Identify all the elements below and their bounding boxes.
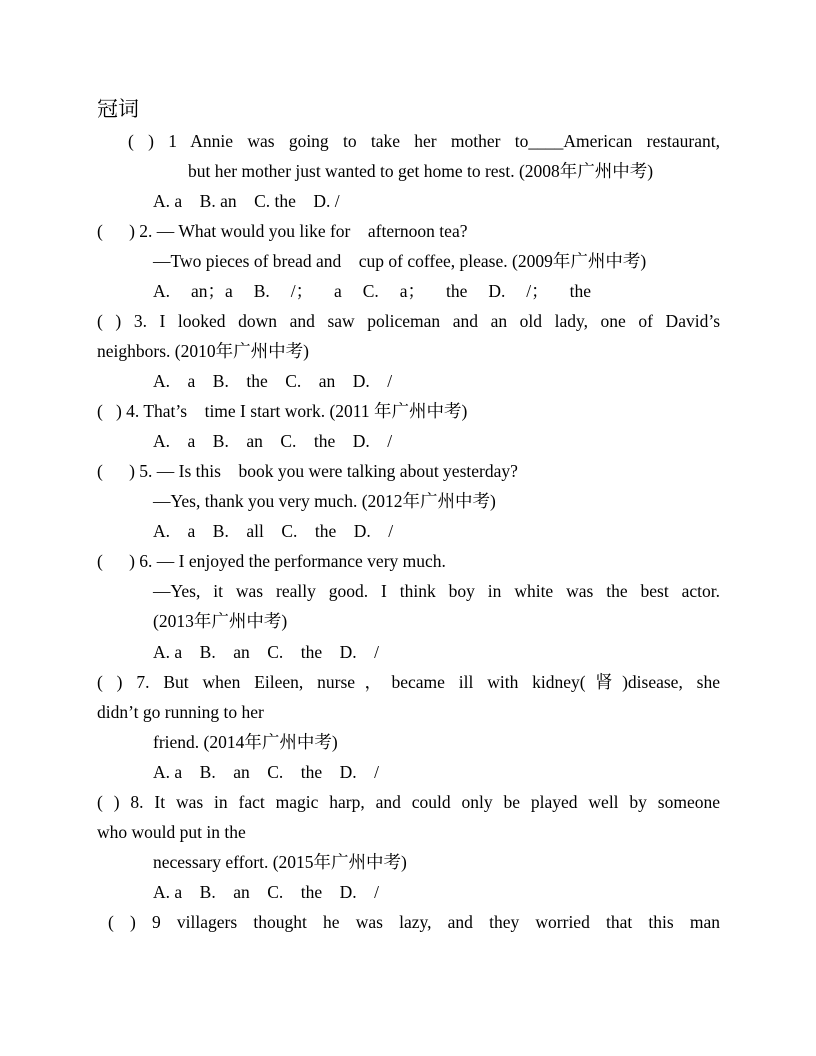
question-1-stem-line-1: ( ) 1 Annie was going to take her mother to____American restaurant,: [128, 131, 720, 151]
question-9-stem-line-1: ( ) 9 villagers thought he was lazy, and they worried that this man: [108, 912, 720, 932]
question-6-stem-line-3: (2013年广州中考): [153, 611, 288, 631]
question-4-stem-line-1: ( ) 4. That’s time I start work. (2011 年广州中考): [97, 401, 468, 421]
question-3-stem-line-1: ( ) 3. I looked down and saw policeman and an old lady, one of David’s: [97, 311, 720, 331]
question-5-options: A. a B. all C. the D. /: [153, 521, 394, 541]
question-3-stem-line-2: neighbors. (2010年广州中考): [97, 341, 309, 361]
question-8-stem-line-1: ( ) 8. It was in fact magic harp, and could only be played well by someone: [97, 792, 720, 812]
question-4-options: A. a B. an C. the D. /: [153, 431, 393, 451]
question-3-options: A. a B. the C. an D. /: [153, 371, 393, 391]
question-8-stem-line-3: necessary effort. (2015年广州中考): [153, 852, 407, 872]
question-2-options: A. an；a B. /； a C. a； the D. /； the: [153, 281, 591, 301]
question-6-stem-line-2: —Yes, it was really good. I think boy in white was the best actor.: [153, 581, 720, 601]
question-8-stem-line-2: who would put in the: [97, 822, 246, 842]
page-title: 冠词: [97, 97, 139, 121]
question-6-stem-line-1: ( ) 6. — I enjoyed the performance very much.: [97, 551, 446, 571]
question-2-stem-line-2: —Two pieces of bread and cup of coffee, please. (2009年广州中考): [153, 251, 647, 271]
question-7-stem-line-3: friend. (2014年广州中考): [153, 732, 338, 752]
question-7-stem-line-2: didn’t go running to her: [97, 702, 264, 722]
question-6-options: A. a B. an C. the D. /: [153, 642, 380, 662]
question-5-stem-line-1: ( ) 5. — Is this book you were talking about yesterday?: [97, 461, 518, 481]
question-1-stem-line-2: but her mother just wanted to get home to rest. (2008年广州中考): [188, 161, 654, 181]
question-5-stem-line-2: —Yes, thank you very much. (2012年广州中考): [153, 491, 496, 511]
question-7-stem-line-1: ( ) 7. But when Eileen, nurse，became ill with kidney(肾)disease, she: [97, 672, 720, 692]
question-7-options: A. a B. an C. the D. /: [153, 762, 380, 782]
question-8-options: A. a B. an C. the D. /: [153, 882, 380, 902]
question-2-stem-line-1: ( ) 2. — What would you like for afternoon tea?: [97, 221, 468, 241]
question-1-options: A. a B. an C. the D. /: [153, 191, 340, 211]
